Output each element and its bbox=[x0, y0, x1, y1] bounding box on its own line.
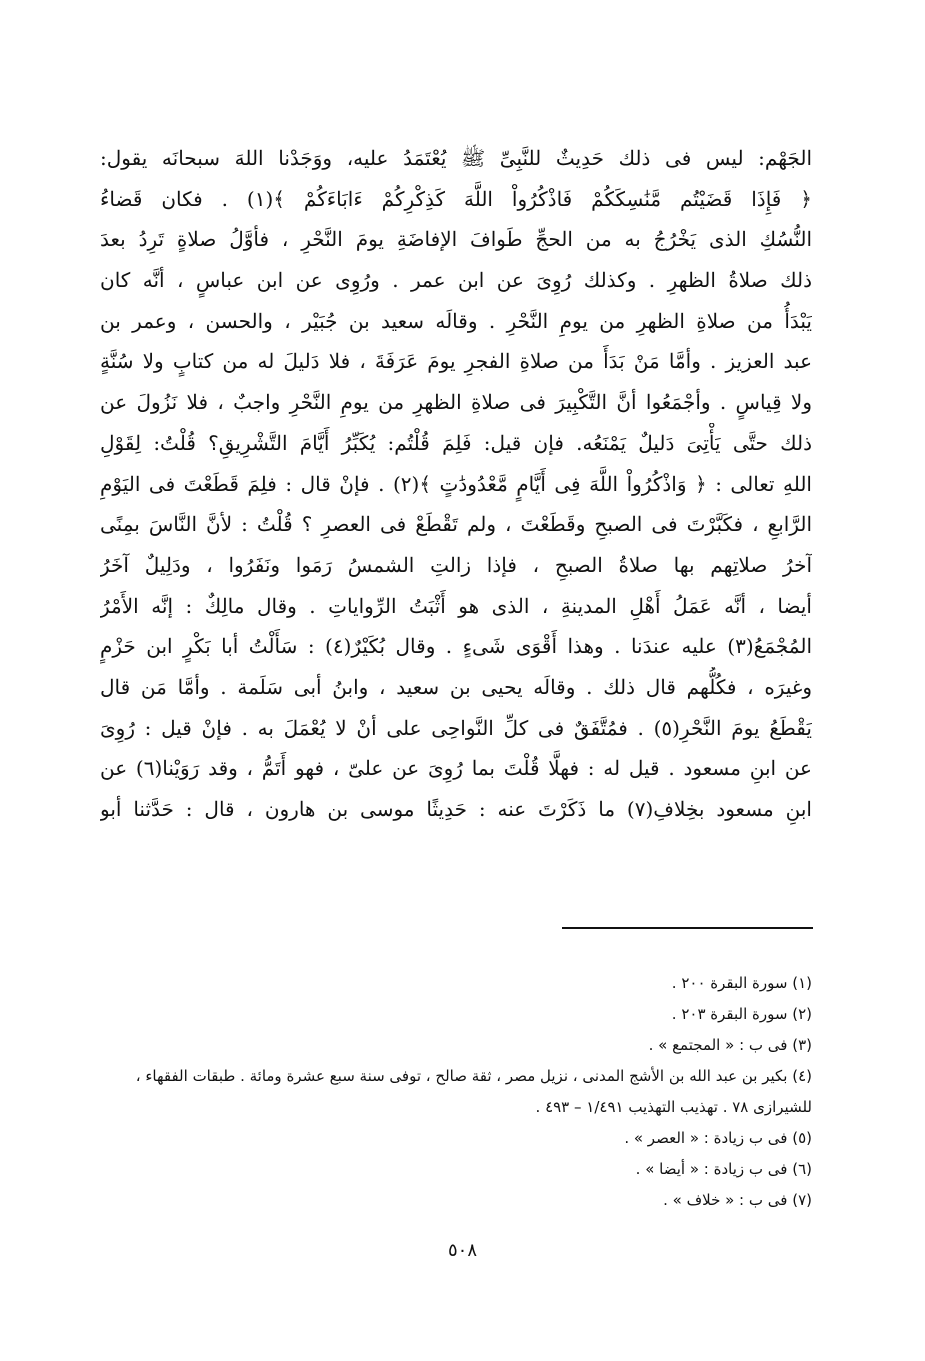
text-line: المُجْمَعُ(٣) عليه عندَنا . وهذا أَقْوَى شَىءٍ . وقال بُكَيْرٌ(٤) : سَأَلْتُ أبا بَكْرٍ ابن حَزْمٍ bbox=[100, 634, 812, 659]
footnote: (١) سورة البقرة ٢٠٠ . bbox=[671, 974, 812, 992]
main-text bbox=[100, 138, 812, 830]
text-line: يَبْدَأُ من صلاةِ الظهرِ من يومِ النَّحْرِ . وقالَه سعيد بن جُبَيْر ، والحسن ، وعمر بن bbox=[100, 308, 812, 333]
text-line: عن ابنِ مسعود . قيل له : فهلَّا قُلْتَ بما رُوِىَ عن علىّ ، فهو أَتَمُّ ، وقد رَوَيْنا(٦) عن bbox=[100, 756, 812, 781]
text-line: أيضا ، أنَّه عَمَلُ أَهْلِ المدينةِ ، الذى هو أَثْبَتُ الرِّواياتِ . وقال مالِكٌ : إنَّه الأَمْرُ bbox=[100, 593, 812, 618]
text-line: ولا قِياسٍ . وأجْمَعُوا أنَّ التَّكْبِيرَ فى صلاةِ الظهرِ من يومِ النَّحْرِ واجبٌ ، فلا نَزُولَ عن bbox=[100, 390, 812, 415]
text-line: آخرُ صلاتِهم بها صلاةُ الصبحِ ، فإذا زالتِ الشمسُ رَمَوا ونَفَرُوا ، ودَلِيلٌ آخَرُ bbox=[100, 552, 812, 577]
text-line: ﴿ فَإِذَا قَضَيْتُم مَّنَٰسِكَكُمْ فَاذْكُرُواْ اللَّهَ كَذِكْرِكُمْ ءَابَاءَكُمْ ﴾(١) . فكان قَضاءُ bbox=[100, 186, 812, 211]
text-line: الرَّابعِ ، فكَبَّرْتَ فى الصبحِ وقَطَعْتَ ، ولم تَقْطَعْ فى العصرِ ؟ قُلْتُ : لأنَّ النَّاسَ بمِنًى bbox=[100, 512, 812, 537]
text-line: يَقْطَعُ يومَ النَّحْرِ(٥) . فمُتَّفَقٌ فى كلِّ النَّواحِى على أنْ لا يُعْمَلَ به . فإنْ قيل : رُوِىَ bbox=[100, 715, 812, 740]
text-line: اللهِ تعالى : ﴿ وَاذْكُرُواْ اللَّهَ فِى أَيَّامٍ مَّعْدُودَٰتٍ ﴾(٢) . فإنْ قال : فلِمَ قَطَعْتَ فى اليَوْمِ bbox=[100, 471, 812, 496]
text-line: ابنِ مسعود بخِلافِ(٧) ما ذَكَرْتَ عنه : حَدِيثًا موسى بن هارون ، قال : حَدَّثنا أبو bbox=[100, 797, 812, 821]
footnote: (٤) بكير بن عبد الله بن الأشج المدنى ، نزيل مصر ، ثقة صالح ، توفى سنة سبع عشرة ومائة . طبقات الفقهاء ، bbox=[135, 1067, 812, 1085]
page-number: ٥٠٨ bbox=[447, 1240, 477, 1261]
text-line: الجَهْم: ليس فى ذلك حَدِيثٌ للنَّبِىِّ ﷺ يُعْتَمَدُ عليه، ووَجَدْنا اللهَ سبحانَه يقول: bbox=[100, 146, 812, 170]
text-line: النُّسُكِ الذى يَخْرُجُ به من الحجِّ طَوافَ الإفاضَةِ يومَ النَّحْرِ ، فأوَّلُ صلاةٍ تَرِدُ بعدَ bbox=[100, 227, 812, 252]
text-line: عبد العزيز . وأمَّا مَنْ بَدَأَ من صلاةِ الفجرِ يومَ عَرَفَةَ ، فلا دَليلَ له من كتابٍ ولا سُنَّةٍ bbox=[100, 349, 812, 374]
footnotes bbox=[100, 968, 812, 1216]
footnote: (٥) فى ب زيادة : « العصر » . bbox=[624, 1129, 812, 1147]
footnote-separator bbox=[562, 927, 813, 929]
footnote: (٣) فى ب : « المجتمع » . bbox=[648, 1036, 812, 1054]
footnote: (٦) فى ب زيادة : « أيضا » . bbox=[635, 1160, 812, 1178]
text-line: ذلك صلاةُ الظهرِ . وكذلك رُوِىَ عن ابن عمر . ورُوِى عن ابن عباسٍ ، أنَّه كان bbox=[100, 268, 812, 293]
footnote-continuation: للشيرازى ٧٨ . تهذيب التهذيب ١/٤٩١ – ٤٩٣ . bbox=[535, 1098, 812, 1116]
footnote: (٧) فى ب : « خلاف » . bbox=[663, 1191, 812, 1209]
text-line: ذلك حتَّى يَأْتِىَ دَليلٌ يَمْنَعُه. فإن قيل: فَلِمَ قُلْتُم: يُكَبِّرُ أَيَّامَ التَّشْرِيقِ؟ قُلْتُ: لِقَوْلِ bbox=[100, 430, 812, 455]
text-line: وغيرَه ، فكُلُّهم قال ذلك . وقالَه يحيى بن سعيد ، وابنُ أبى سَلَمة . وأمَّا مَن قال bbox=[100, 674, 812, 699]
footnote: (٢) سورة البقرة ٢٠٣ . bbox=[671, 1005, 812, 1023]
